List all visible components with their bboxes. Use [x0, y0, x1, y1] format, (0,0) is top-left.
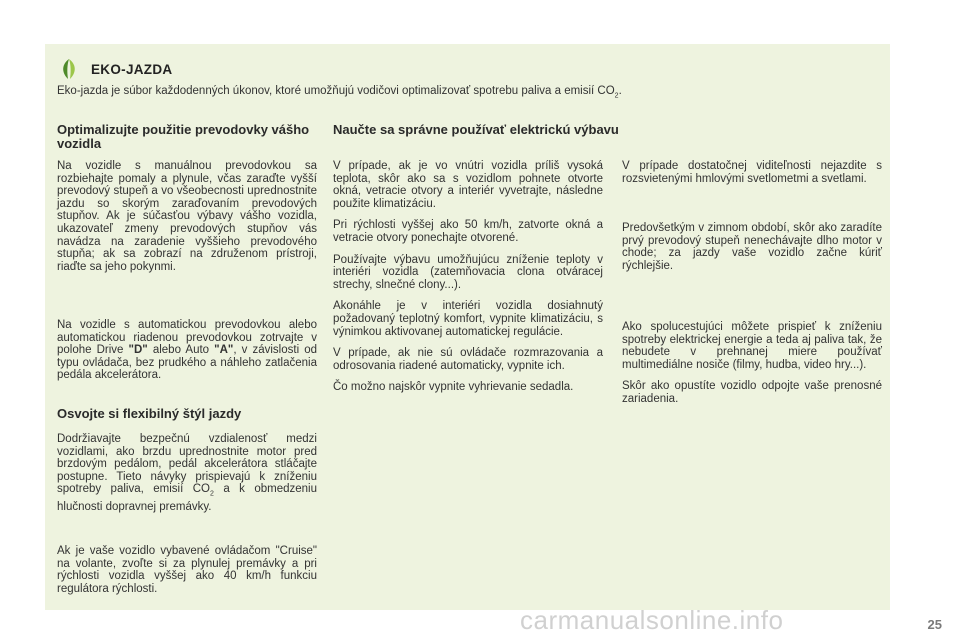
paragraph: Skôr ako opustíte vozidlo odpojte vaše prenosné zariadenia. [622, 380, 882, 405]
intro-end: . [618, 85, 622, 97]
text: a k obmedzeniu hlučnosti dopravnej premávky. [57, 483, 318, 514]
intro-text [57, 84, 877, 103]
subscript: 2 [209, 490, 214, 498]
electrical-column-a [333, 160, 603, 403]
paragraph: Na vozidle s manuálnou prevodovkou sa rozbiehajte pomaly a plynule, včas zaraďte vyšší prevodový stupeň a vo všeobecnosti uprednostnite jazdu so skorým zaraďovaním prevodových stupňov. Ak je súčasťou výbavy vášho vozidla, ukazovateľ zmeny prevodových stupňov vás navádza na zaradenie vyššieho prevodového stupňa; ak sa zobrazí na združenom prístroji, riaďte sa jeho pokynmi. [57, 160, 317, 273]
section-header [59, 58, 172, 80]
intro-main: Eko-jazda je súbor každodenných úkonov, ktoré umožňujú vodičovi optimalizovať spotrebu paliva a emisií CO [57, 85, 615, 97]
paragraph: V prípade, ak nie sú ovládače rozmrazovania a odrosovania riadené automaticky, vypnite ich. [333, 347, 603, 372]
gearbox-paragraph-auto [57, 319, 317, 391]
paragraph: Ako spolucestujúci môžete prispieť k zníženiu spotreby elektrickej energie a teda aj paliva tak, že nebudete v prehnanej miere používať multimediálne nosiče (filmy, hudba, video hry...). [622, 321, 882, 371]
heading-gearbox: Optimalizujte použitie prevodovky vášho vozidla [57, 122, 310, 151]
text: , v závislosti od typu ovládača, bez prudkého a náhleho zatlačenia pedála akcelerátora. [57, 344, 317, 382]
electrical-column-b1 [622, 160, 882, 194]
page-title: EKO-JAZDA [91, 61, 173, 77]
page-number: 25 [927, 617, 942, 632]
watermark: carmanualsonline.info [520, 605, 784, 635]
paragraph [57, 433, 317, 514]
paragraph: Používajte výbavu umožňujúcu zníženie teploty v interiéri vozidla (zatemňovacia clona otváracej strechy, slnečné clony...). [333, 253, 603, 291]
paragraph: Čo možno najskôr vypnite vyhrievanie sedadla. [333, 381, 574, 394]
heading-driving-style: Osvojte si flexibilný štýl jazdy [57, 406, 242, 421]
paragraph [57, 319, 317, 382]
electrical-column-b2 [622, 222, 882, 281]
text: Na vozidle s automatickou prevodovkou alebo automatickou riadenou prevodovkou zotrvajte v polohe Drive [57, 319, 317, 357]
paragraph: Ak je vaše vozidlo vybavené ovládačom "Cruise" na volante, zvoľte si za plynulej premávky a pri rýchlosti vozidla vyššej ako 40 km/h funkciu regulátora rýchlosti. [57, 545, 317, 595]
text: Dodržiavajte bezpečnú vzdialenosť medzi vozidlami, ako brzdu uprednostnite motor pred brzdovým pedálom, pedál akcelerátora stláčajte postupne. Tieto návyky prispievajú k zníženiu spotreby paliva, emisií CO [57, 433, 317, 496]
auto-mode-label: "A" [214, 344, 234, 357]
gearbox-paragraph-manual [57, 160, 317, 282]
driving-style-paragraph [57, 433, 317, 523]
drive-mode-label: "D" [128, 344, 148, 357]
cruise-paragraph [57, 545, 317, 604]
intro-subscript: 2 [614, 92, 619, 100]
paragraph: Pri rýchlosti vyššej ako 50 km/h, zatvorte okná a vetracie otvory ponechajte otvorené. [333, 219, 603, 244]
text: alebo Auto [147, 344, 215, 357]
electrical-column-b3 [622, 321, 882, 415]
paragraph: Akonáhle je v interiéri vozidla dosiahnutý požadovaný teplotný komfort, vypnite klimatizáciu, s výnimkou aktivovanej automatickej regulácie. [333, 300, 603, 338]
paragraph: V prípade dostatočnej viditeľnosti nejazdite s rozsvietenými hmlovými svetlometmi a svetlami. [622, 160, 882, 185]
heading-electrical: Naučte sa správne používať elektrickú výbavu [333, 122, 619, 137]
leaf-icon [59, 58, 79, 80]
paragraph: Predovšetkým v zimnom období, skôr ako zaradíte prvý prevodový stupeň nenechávajte dlho motor v chode; za jazdy vaše vozidlo začne kúriť rýchlejšie. [622, 222, 882, 272]
paragraph: V prípade, ak je vo vnútri vozidla príliš vysoká teplota, skôr ako sa s vozidlom pohnete otvorte okná, vetracie otvory a interiér vyvetrajte, následne použite klimatizáciu. [333, 160, 603, 210]
